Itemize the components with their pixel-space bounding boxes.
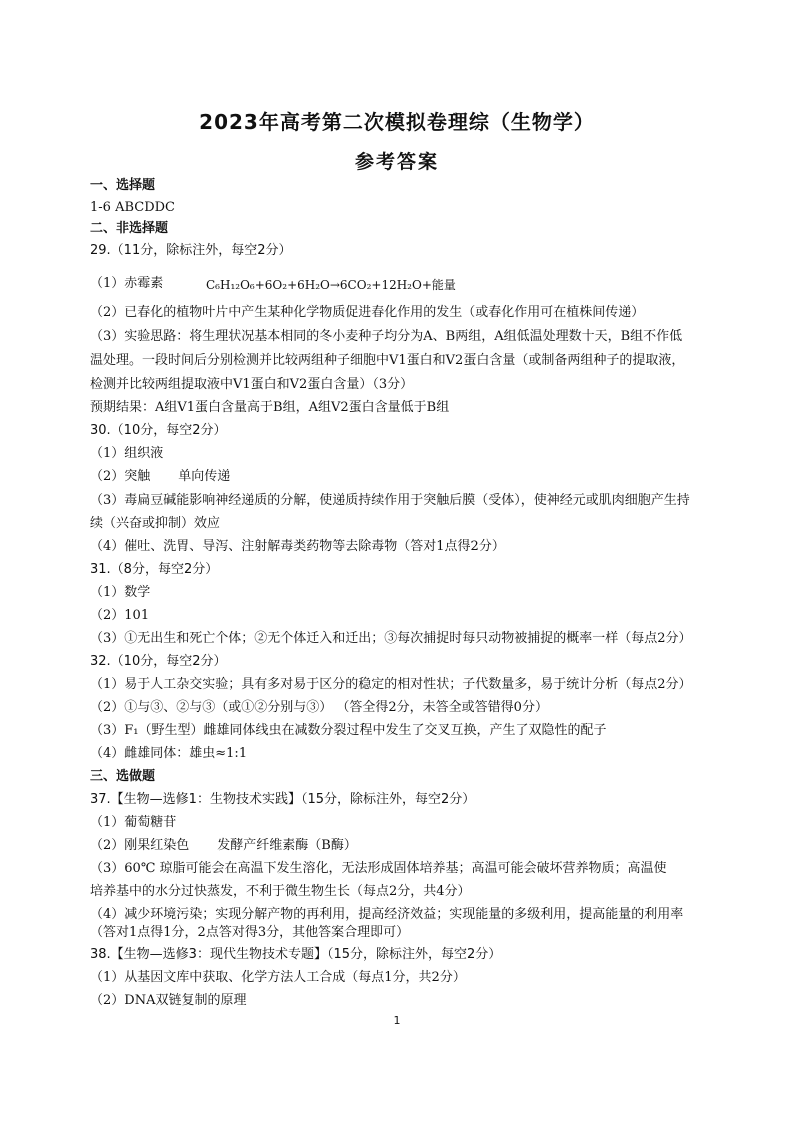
q30-answer-1: （1）组织液 (90, 446, 164, 461)
q37-answer-4-line-1: （4）减少环境污染；实现分解产物的再利用，提高经济效益；实现能量的多级利用，提高能量的利用率 (90, 907, 684, 922)
q30-answer-2 (90, 469, 230, 485)
page-title: 2023年高考第二次模拟卷理综（生物学） (199, 110, 595, 134)
q37-answer-2b: 发酵产纤维素酶（B酶） (217, 838, 357, 853)
q37-answer-2 (90, 838, 357, 854)
q32-answer-4: （4）雌雄同体：雄虫≈1:1 (90, 746, 248, 761)
q37-answer-3-line-2: 培养基中的水分过快蒸发，不利于微生物生长（每点2分，共4分） (90, 884, 471, 899)
section-2-heading: 二、非选择题 (90, 221, 169, 236)
q29-answer-3-line-1: （3）实验思路：将生理状况基本相同的冬小麦种子均分为A、B两组，A组低温处理数十天，B组不作低 (90, 329, 683, 344)
q31-header: 31.（8分，每空2分） (90, 562, 219, 577)
q31-answer-1: （1）数学 (90, 585, 151, 600)
q29-answer-2: （2）已春化的植物叶片中产生某种化学物质促进春化作用的发生（或春化作用可在植株间传递） (90, 305, 645, 320)
q30-answer-3-line-1: （3）毒扁豆碱能影响神经递质的分解，使递质持续作用于突触后膜（受体），使神经元或肌肉细胞产生持 (90, 493, 690, 508)
q32-answer-3: （3）F₁（野生型）雌雄同体线虫在减数分裂过程中发生了交叉互换，产生了双隐性的配子 (90, 723, 607, 738)
section-1-heading: 一、选择题 (90, 178, 156, 193)
section-3-heading: 三、选做题 (90, 769, 156, 784)
q30-answer-2a: （2）突触 (90, 469, 151, 484)
q29-expected-result: 预期结果：A组V1蛋白含量高于B组，A组V2蛋白含量低于B组 (90, 400, 450, 415)
page-number: 1 (393, 1014, 401, 1027)
q37-answer-3-line-1: （3）60℃ 琼脂可能会在高温下发生溶化，无法形成固体培养基；高温可能会破坏营养物质；高温使 (90, 861, 667, 876)
q29-answer-3-line-2: 温处理。一段时间后分别检测并比较两组种子细胞中V1蛋白和V2蛋白含量（或制备两组种子的提取液， (90, 353, 685, 368)
page-subtitle: 参考答案 (354, 151, 439, 173)
q30-answer-4: （4）催吐、洗胃、导泻、注射解毒类药物等去除毒物（答对1点得2分） (90, 539, 505, 554)
q38-answer-1: （1）从基因文库中获取、化学方法人工合成（每点1分，共2分） (90, 970, 466, 985)
q31-answer-2: （2）101 (90, 608, 150, 623)
q37-header: 37.【生物—选修1：生物技术实践】（15分，除标注外，每空2分） (90, 792, 476, 807)
q29-answer-1: （1）赤霉素 (90, 276, 164, 291)
q37-answer-4-line-2: （答对1点得1分，2点答对得3分，其他答案合理即可） (90, 925, 410, 940)
q37-answer-2a: （2）刚果红染色 (90, 838, 190, 853)
q29-formula: C₆H₁₂O₆+6O₂+6H₂O→6CO₂+12H₂O+能量 (206, 278, 456, 292)
mc-answers: 1-6 ABCDDC (90, 200, 175, 215)
q30-header: 30.（10分，每空2分） (90, 423, 227, 438)
q32-header: 32.（10分，每空2分） (90, 654, 227, 669)
q29-header: 29.（11分，除标注外，每空2分） (90, 243, 292, 258)
q32-answer-1: （1）易于人工杂交实验；具有多对易于区分的稳定的相对性状；子代数量多，易于统计分析（每点2分） (90, 677, 692, 692)
q30-answer-2b: 单向传递 (178, 469, 231, 484)
q31-answer-3: （3）①无出生和死亡个体；②无个体迁入和迁出；③每次捕捉时每只动物被捕捉的概率一样（每点2分） (90, 631, 692, 646)
q38-header: 38.【生物—选修3：现代生物技术专题】（15分，除标注外，每空2分） (90, 947, 502, 962)
q30-answer-3-line-2: 续（兴奋或抑制）效应 (90, 516, 221, 531)
q29-answer-3-line-3: 检测并比较两组提取液中V1蛋白和V2蛋白含量）（3分） (90, 377, 414, 392)
q38-answer-2: （2）DNA双链复制的原理 (90, 993, 247, 1008)
q37-answer-1: （1）葡萄糖苷 (90, 815, 177, 830)
q32-answer-2: （2）①与③、②与③（或①②分别与③） （答全得2分，未答全或答错得0分） (90, 700, 548, 715)
